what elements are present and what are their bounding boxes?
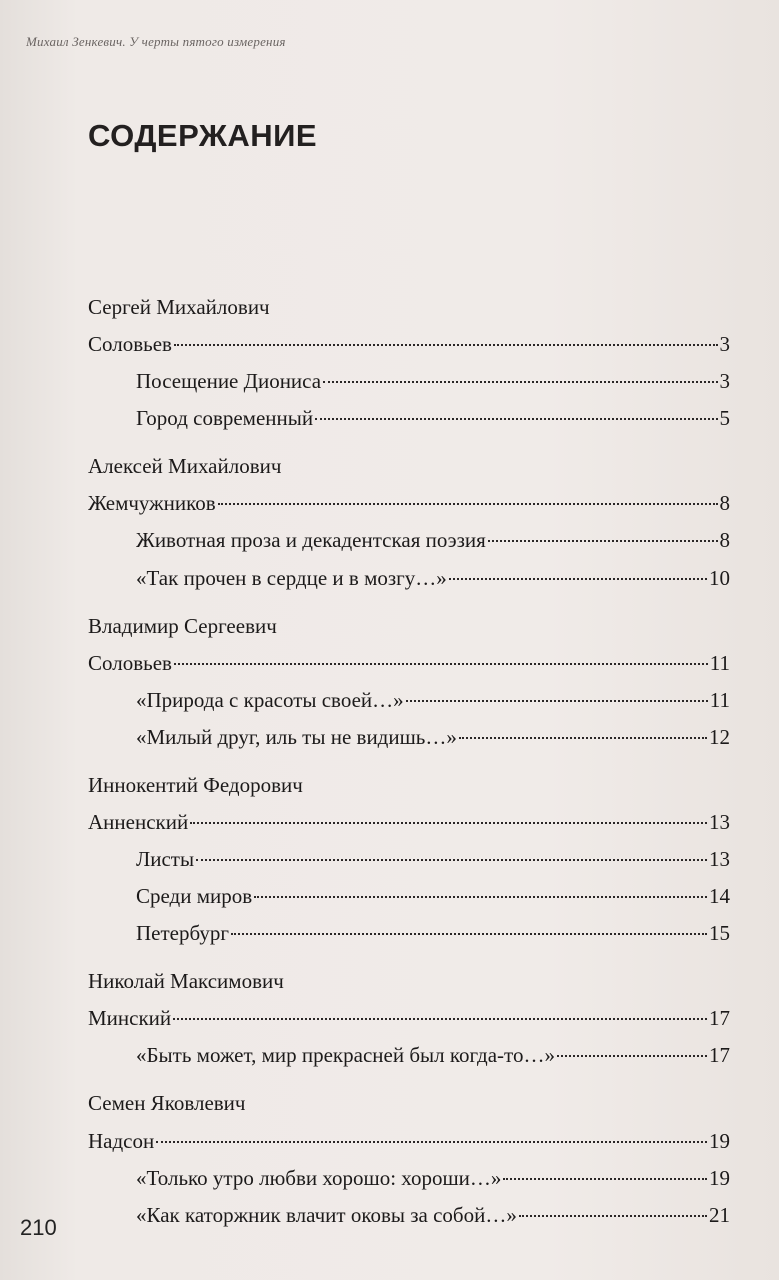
author-section xyxy=(88,963,730,1074)
work-entry-page: 13 xyxy=(709,847,730,872)
work-entry-page: 19 xyxy=(709,1165,730,1190)
page-title: СОДЕРЖАНИЕ xyxy=(88,118,318,153)
leader-dots xyxy=(231,910,707,935)
author-section xyxy=(88,608,730,756)
work-entry xyxy=(88,400,730,437)
author-first-names: Семен Яковлевич xyxy=(88,1091,246,1116)
author-entry-page: 13 xyxy=(709,809,730,834)
author-section xyxy=(88,448,730,596)
author-first-names: Владимир Сергеевич xyxy=(88,613,277,638)
leader-dots xyxy=(174,321,718,346)
leader-dots xyxy=(254,873,707,898)
work-entry-page: 17 xyxy=(709,1043,730,1068)
work-entry xyxy=(88,915,730,952)
author-first-names: Сергей Михайлович xyxy=(88,295,270,319)
author-entry-text: Соловьев xyxy=(88,332,172,357)
work-entry-page: 11 xyxy=(709,687,730,712)
work-entry-page: 5 xyxy=(719,406,730,431)
author-entry-text: Анненский xyxy=(88,809,189,834)
leader-dots xyxy=(459,714,707,739)
leader-dots xyxy=(503,1155,707,1180)
work-entry xyxy=(88,719,730,756)
page-number: 210 xyxy=(20,1215,57,1240)
author-first-names: Алексей Михайлович xyxy=(88,454,282,479)
work-entry-text: «Природа с красоты своей…» xyxy=(136,687,404,712)
work-entry-page: 15 xyxy=(709,921,730,946)
leader-dots xyxy=(315,395,717,420)
work-entry xyxy=(88,1197,730,1234)
work-entry xyxy=(88,559,730,596)
author-entry-text: Жемчужников xyxy=(88,491,216,516)
author-entry-page: 3 xyxy=(719,332,730,357)
leader-dots xyxy=(218,480,718,505)
work-entry-text: Петербург xyxy=(136,921,229,946)
work-entry-text: «Милый друг, иль ты не видишь…» xyxy=(136,724,457,749)
leader-dots xyxy=(196,836,707,861)
author-first-names: Николай Максимович xyxy=(88,969,284,994)
leader-dots xyxy=(488,517,718,542)
work-entry-text: Животная проза и декадентская поэзия xyxy=(136,528,486,553)
author-section xyxy=(88,289,730,437)
work-entry xyxy=(88,1037,730,1074)
leader-dots xyxy=(449,554,707,579)
leader-dots xyxy=(557,1032,707,1057)
author-entry-page: 19 xyxy=(709,1128,730,1153)
author-section xyxy=(88,1085,730,1233)
work-entry-page: 3 xyxy=(719,369,730,394)
leader-dots xyxy=(323,358,717,383)
work-entry-text: Листы xyxy=(136,847,195,872)
leader-dots xyxy=(519,1192,707,1217)
work-entry-page: 8 xyxy=(719,528,730,553)
running-head: Михаил Зенкевич. У черты пятого измерения xyxy=(26,34,286,49)
work-entry-page: 12 xyxy=(709,724,730,749)
work-entry-text: Город современный xyxy=(136,406,314,431)
work-entry-page: 14 xyxy=(709,884,730,909)
work-entry-text: Посещение Диониса xyxy=(136,369,322,394)
leader-dots xyxy=(190,799,707,824)
work-entry-page: 21 xyxy=(709,1202,730,1227)
table-of-contents xyxy=(88,289,730,1234)
leader-dots xyxy=(174,640,708,665)
work-entry-page: 10 xyxy=(709,565,730,590)
author-entry-text: Надсон xyxy=(88,1128,155,1153)
author-entry-page: 11 xyxy=(709,650,730,675)
author-entry-text: Соловьев xyxy=(88,650,172,675)
author-first-names: Иннокентий Федорович xyxy=(88,772,303,797)
work-entry-text: «Только утро любви хорошо: хороши…» xyxy=(136,1165,502,1190)
author-section xyxy=(88,767,730,952)
leader-dots xyxy=(156,1117,707,1142)
work-entry-text: «Быть может, мир прекрасней был когда-то…» xyxy=(136,1043,555,1068)
work-entry-text: «Так прочен в сердце и в мозгу…» xyxy=(136,565,447,590)
author-entry-page: 8 xyxy=(719,491,730,516)
leader-dots xyxy=(173,995,707,1020)
author-entry-page: 17 xyxy=(709,1006,730,1031)
author-entry-text: Минский xyxy=(88,1006,172,1031)
work-entry-text: Среди миров xyxy=(136,884,253,909)
work-entry-text: «Как каторжник влачит оковы за собой…» xyxy=(136,1202,517,1227)
leader-dots xyxy=(406,677,708,702)
